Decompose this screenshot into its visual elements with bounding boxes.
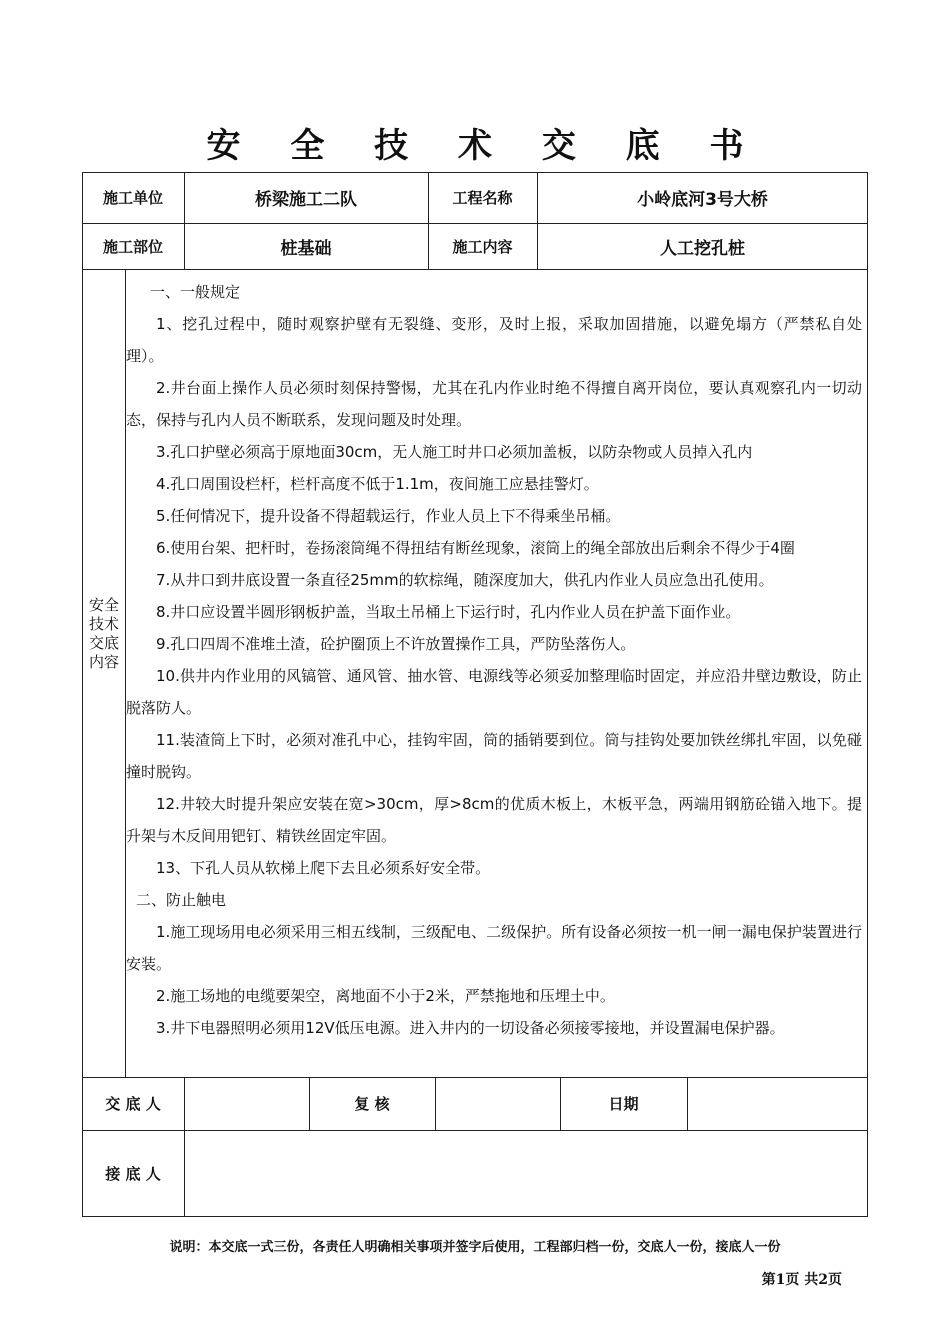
content-label: 施工内容 bbox=[452, 237, 513, 256]
date-field[interactable] bbox=[687, 1077, 868, 1130]
section2-item: 3.井下电器照明必须用12V低压电源。进入井内的一切设备必须接零接地，并设置漏电保护器。 bbox=[156, 1019, 785, 1037]
section1-item: 3.孔口护壁必须高于原地面30cm，无人施工时井口必须加盖板，以防杂物或人员掉入孔内 bbox=[156, 443, 753, 461]
part-label: 施工部位 bbox=[102, 237, 163, 256]
footer-note: 说明：本交底一式三份，各责任人明确相关事项并签字后使用，工程部归档一份，交底人一份，接底人一份 bbox=[169, 1240, 781, 1255]
section1-item: 12.井较大时提升架应安装在宽>30cm，厚>8cm的优质木板上，木板平急，两端用钢筋砼锚入地下。提升架与木反间用钯钉、精铁丝固定牢固。 bbox=[126, 795, 862, 845]
side-label: 安全技术交底内容 bbox=[88, 596, 119, 671]
section1-title: 一、一般规定 bbox=[150, 283, 241, 301]
review-label: 复 核 bbox=[354, 1095, 390, 1113]
date-label: 日期 bbox=[608, 1095, 639, 1113]
section2-title: 二、防止触电 bbox=[136, 891, 227, 909]
unit-label: 施工单位 bbox=[102, 189, 163, 207]
discloser-signature-field[interactable] bbox=[184, 1077, 309, 1130]
section1-item: 2.井台面上操作人员必须时刻保持警惕，尤其在孔内作业时绝不得擅自离开岗位，要认真观察孔内一切动态，保持与孔内人员不断联系，发现问题及时处理。 bbox=[126, 379, 862, 429]
section2-item: 2.施工场地的电缆要架空，离地面不小于2米，严禁拖地和压埋土中。 bbox=[156, 987, 615, 1005]
project-label: 工程名称 bbox=[452, 189, 513, 207]
section1-item: 9.孔口四周不准堆土渣，砼护圈顶上不许放置操作工具，严防坠落伤人。 bbox=[156, 635, 636, 653]
review-signature-field[interactable] bbox=[435, 1077, 560, 1130]
project-value: 小岭底河3号大桥 bbox=[637, 190, 768, 210]
section2-item: 1.施工现场用电必须采用三相五线制，三级配电、二级保护。所有设备必须按一机一闸一漏电保护装置进行安装。 bbox=[126, 923, 862, 973]
receiver-signature-field[interactable] bbox=[184, 1130, 868, 1217]
discloser-label: 交 底 人 bbox=[105, 1095, 161, 1113]
section1-item: 10.供井内作业用的风镐管、通风管、抽水管、电源线等必须妥加整理临时固定，并应沿井壁边敷设，防止脱落防人。 bbox=[126, 667, 862, 717]
part-value: 桩基础 bbox=[280, 238, 332, 259]
receiver-label: 接 底 人 bbox=[105, 1165, 161, 1183]
section1-item: 6.使用台架、把杆时，卷扬滚筒绳不得扭结有断丝现象，滚筒上的绳全部放出后剩余不得少于4圈 bbox=[156, 539, 795, 557]
content-value: 人工挖孔桩 bbox=[660, 238, 745, 259]
section1-item: 11.装渣筒上下时，必须对准孔中心，挂钩牢固，筒的插销要到位。筒与挂钩处要加铁丝绑扎牢固，以免碰撞时脱钩。 bbox=[126, 731, 862, 781]
section1-item: 1、挖孔过程中，随时观察护壁有无裂缝、变形，及时上报，采取加固措施，以避免塌方（严禁私自处理）。 bbox=[126, 315, 862, 365]
disclosure-content bbox=[126, 276, 862, 1044]
section1-item: 4.孔口周围设栏杆，栏杆高度不低于1.1m，夜间施工应悬挂警灯。 bbox=[156, 475, 599, 493]
section1-item: 7.从井口到井底设置一条直径25mm的软棕绳，随深度加大，供孔内作业人员应急出孔使用。 bbox=[156, 571, 774, 589]
section1-item: 13、下孔人员从软梯上爬下去且必须系好安全带。 bbox=[156, 859, 491, 877]
document-title: 安 全 技 术 交 底 书 bbox=[206, 126, 763, 166]
page-number: 第1页 共2页 bbox=[761, 1272, 842, 1288]
unit-value: 桥梁施工二队 bbox=[255, 190, 357, 210]
section1-item: 5.任何情况下，提升设备不得超载运行，作业人员上下不得乘坐吊桶。 bbox=[156, 507, 621, 525]
section1-item: 8.井口应设置半圆形钢板护盖，当取土吊桶上下运行时，孔内作业人员在护盖下面作业。 bbox=[156, 603, 741, 621]
